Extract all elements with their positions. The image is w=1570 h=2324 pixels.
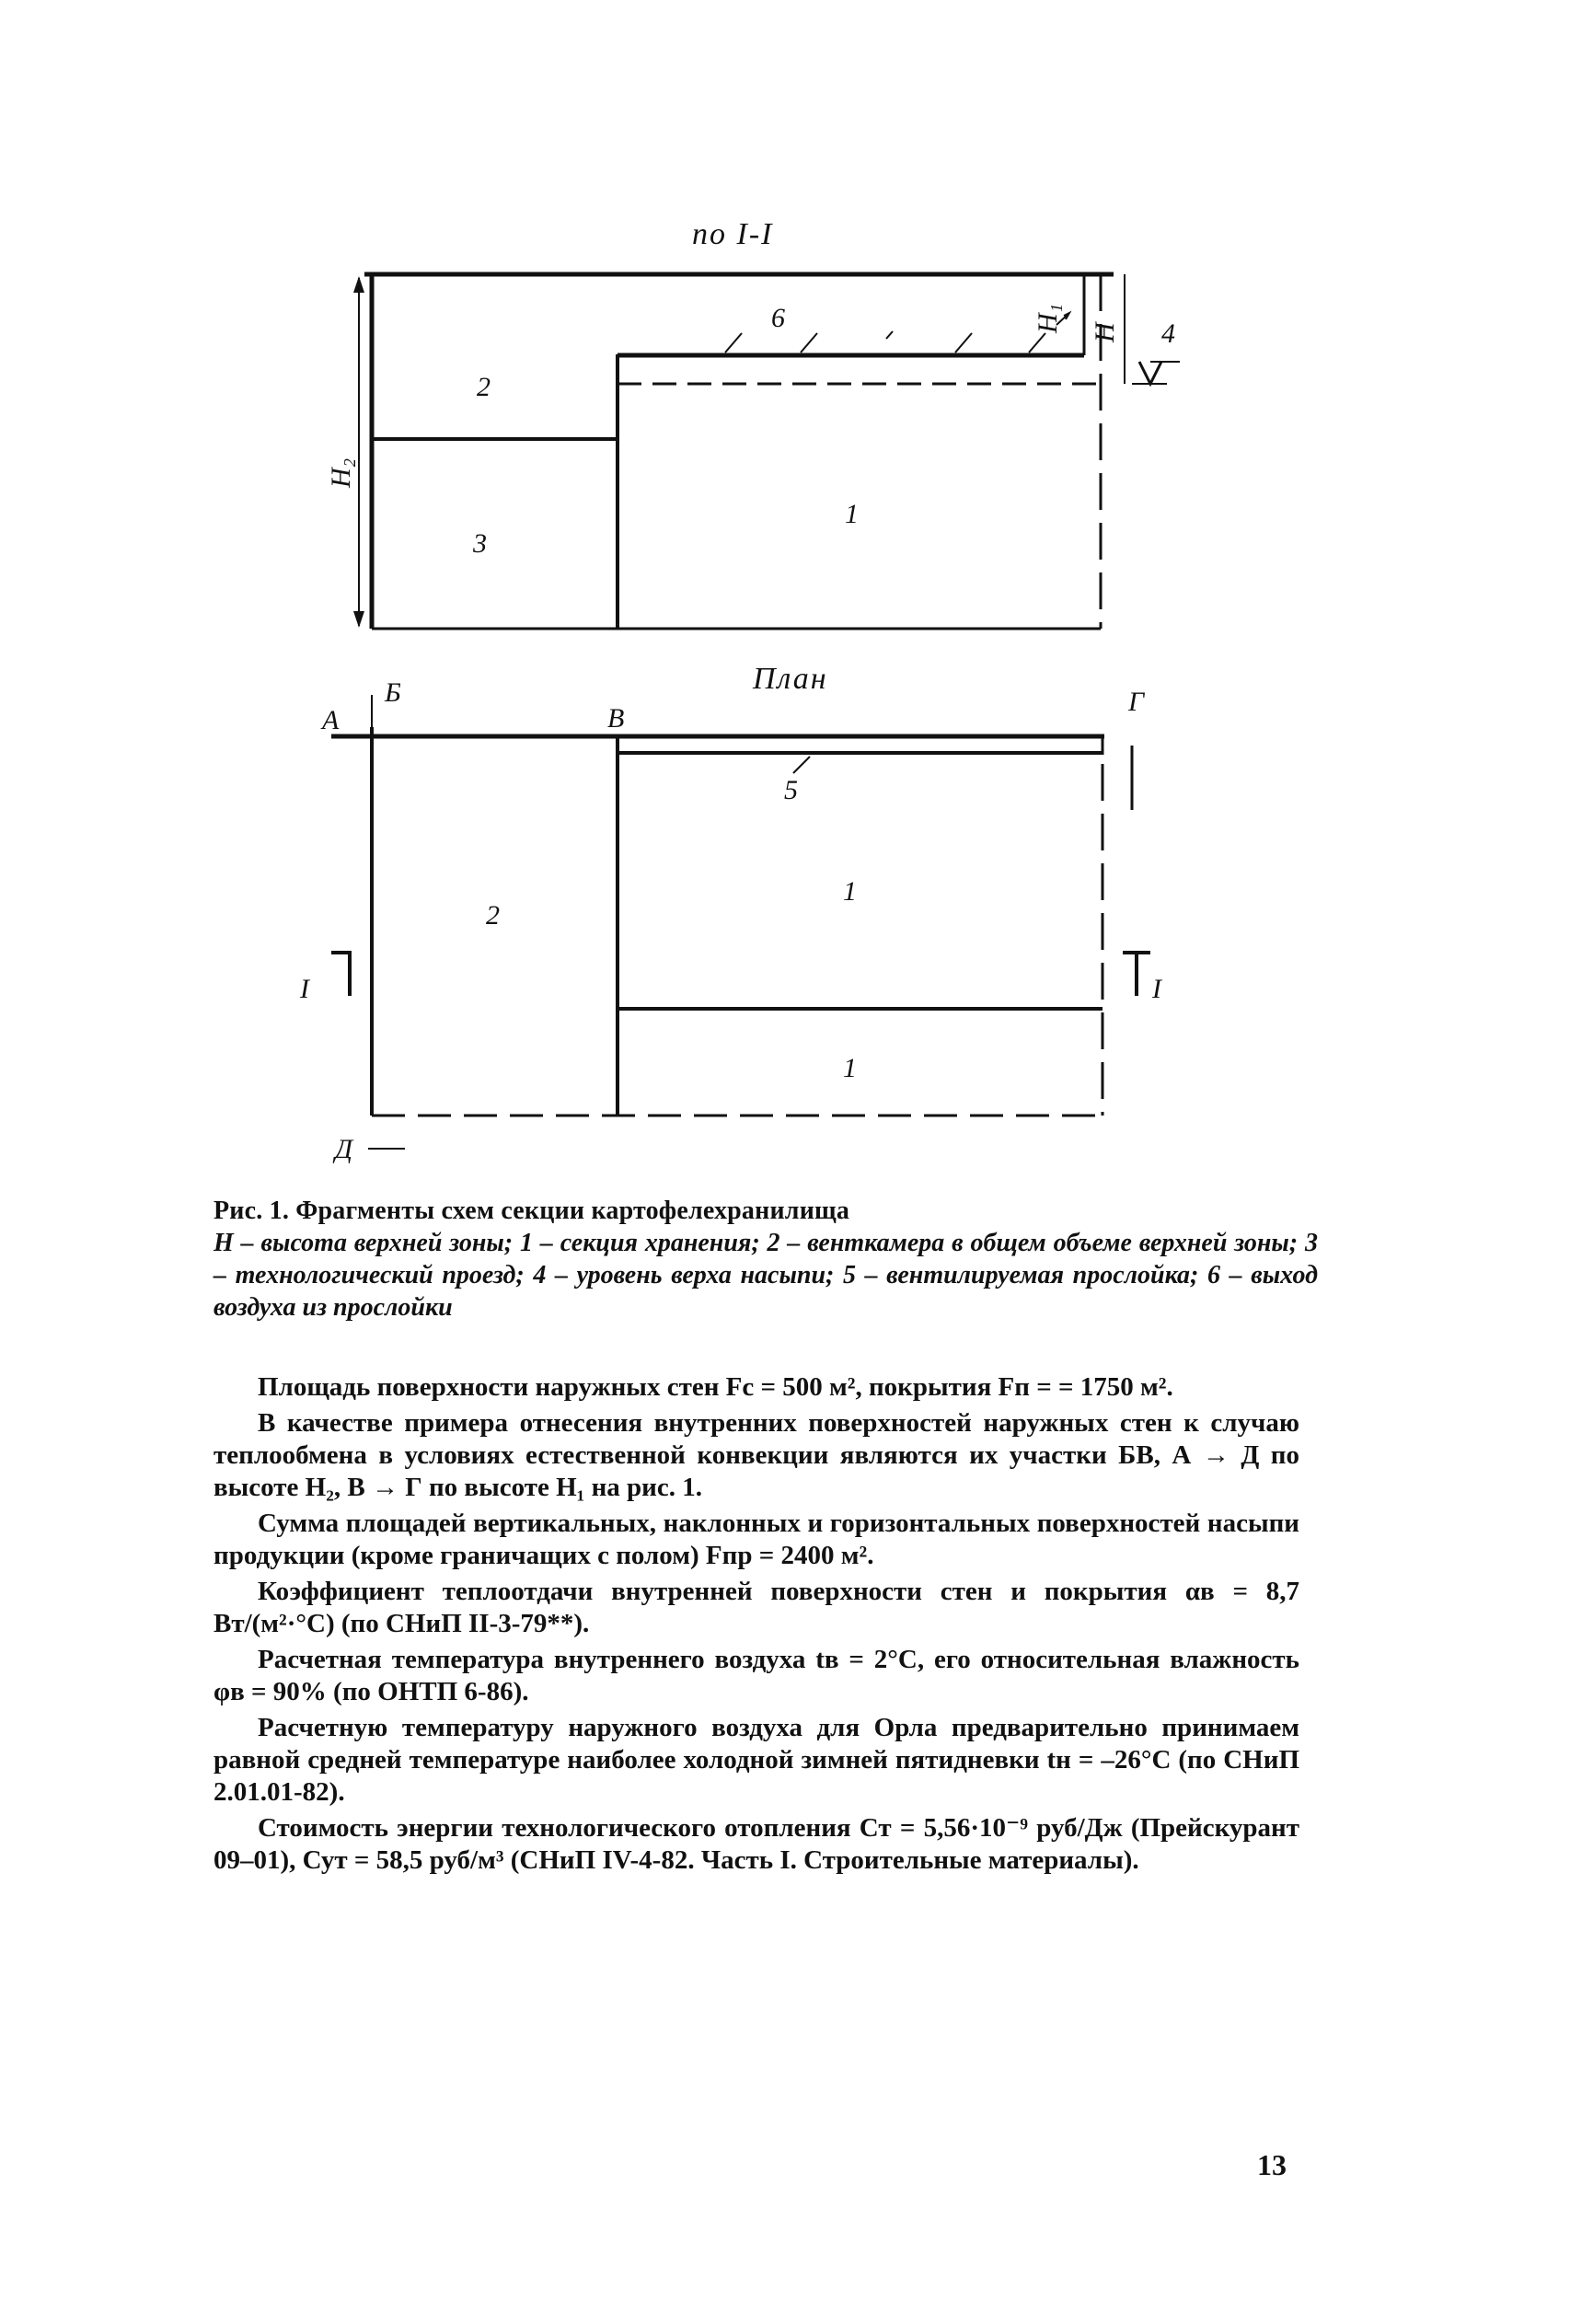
plan-label-zone2: 2 [486, 900, 500, 931]
paragraph: Сумма площадей вертикальных, наклонных и горизонтальных поверхностей насыпи продукции (кроме граничащих с полом) Fпр = 2400 м². [214, 1509, 1299, 1570]
plan-label-zone1-lower: 1 [843, 1053, 857, 1083]
section-label-level4: 4 [1161, 318, 1175, 349]
section-title: по I-I [692, 217, 774, 251]
section-label-zone1: 1 [845, 499, 859, 529]
paragraph: Площадь поверхности наружных стен Fс = 500 м², покрытия Fп = = 1750 м². [258, 1372, 1173, 1402]
section-label-zone2: 2 [477, 372, 491, 402]
caption-title: Рис. 1. Фрагменты схем секции картофелехранилища [214, 1197, 850, 1225]
section-label-zone6: 6 [771, 303, 785, 333]
paragraph: Расчетная температура внутреннего воздуха tв = 2°С, его относительная влажность φв = 90% (по ОНТП 6-86). [214, 1645, 1299, 1706]
section-label-h: H [1090, 322, 1120, 342]
plan-label-zone1-upper: 1 [843, 876, 857, 907]
plan-cut-right: I [1152, 974, 1161, 1004]
plan-label-b: Б [385, 677, 401, 708]
section-label-h2: H₂ [326, 457, 356, 488]
paragraph: Расчетную температуру наружного воздуха для Орла предварительно принимаем равной средней температуре наиболее холодной зимней пятидневки tн = –26°С (по СНиП 2.01.01-82). [214, 1713, 1299, 1807]
figure-caption [214, 1195, 1318, 1324]
paragraph: В качестве примера отнесения внутренних поверхностей наружных стен к случаю теплообмена в условиях естественной конвекции являются их участки БВ, А → Д по высоте H₂, В → Г по высоте H₁ на рис. 1. [214, 1408, 1299, 1502]
plan-label-a: А [322, 705, 340, 735]
page-number: 13 [1257, 2148, 1287, 2181]
plan-cut-left: I [300, 974, 309, 1004]
plan-label-zone5: 5 [784, 775, 798, 805]
plan-title: План [753, 662, 828, 696]
body-text [214, 1371, 1299, 1880]
plan-label-g: Г [1128, 687, 1145, 717]
section-label-h1: H₁ [1033, 303, 1063, 333]
plan-label-d: Д [335, 1134, 353, 1164]
section-drawing [326, 217, 1180, 629]
caption-legend: Н – высота верхней зоны; 1 – секция хранения; 2 – венткамера в общем объеме верхней зоны; 3 – технологический проезд; 4 – уровень верха насыпи; 5 – вентилируемая прослойка; 6 – выход воздуха из прослойки [214, 1229, 1318, 1322]
paragraph: Стоимость энергии технологического отопления Ст = 5,56·10⁻⁹ руб/Дж (Прейскурант 09–01), Сут = 58,5 руб/м³ (СНиП IV-4-82. Часть I. Строительные материалы). [214, 1813, 1299, 1875]
section-label-zone3: 3 [473, 528, 487, 559]
plan-label-v: В [607, 703, 625, 734]
plan-drawing [299, 662, 1163, 1164]
paragraph: Коэффициент теплоотдачи внутренней поверхности стен и покрытия αв = 8,7 Вт/(м²·°С) (по СНиП II-3-79**). [214, 1577, 1299, 1638]
